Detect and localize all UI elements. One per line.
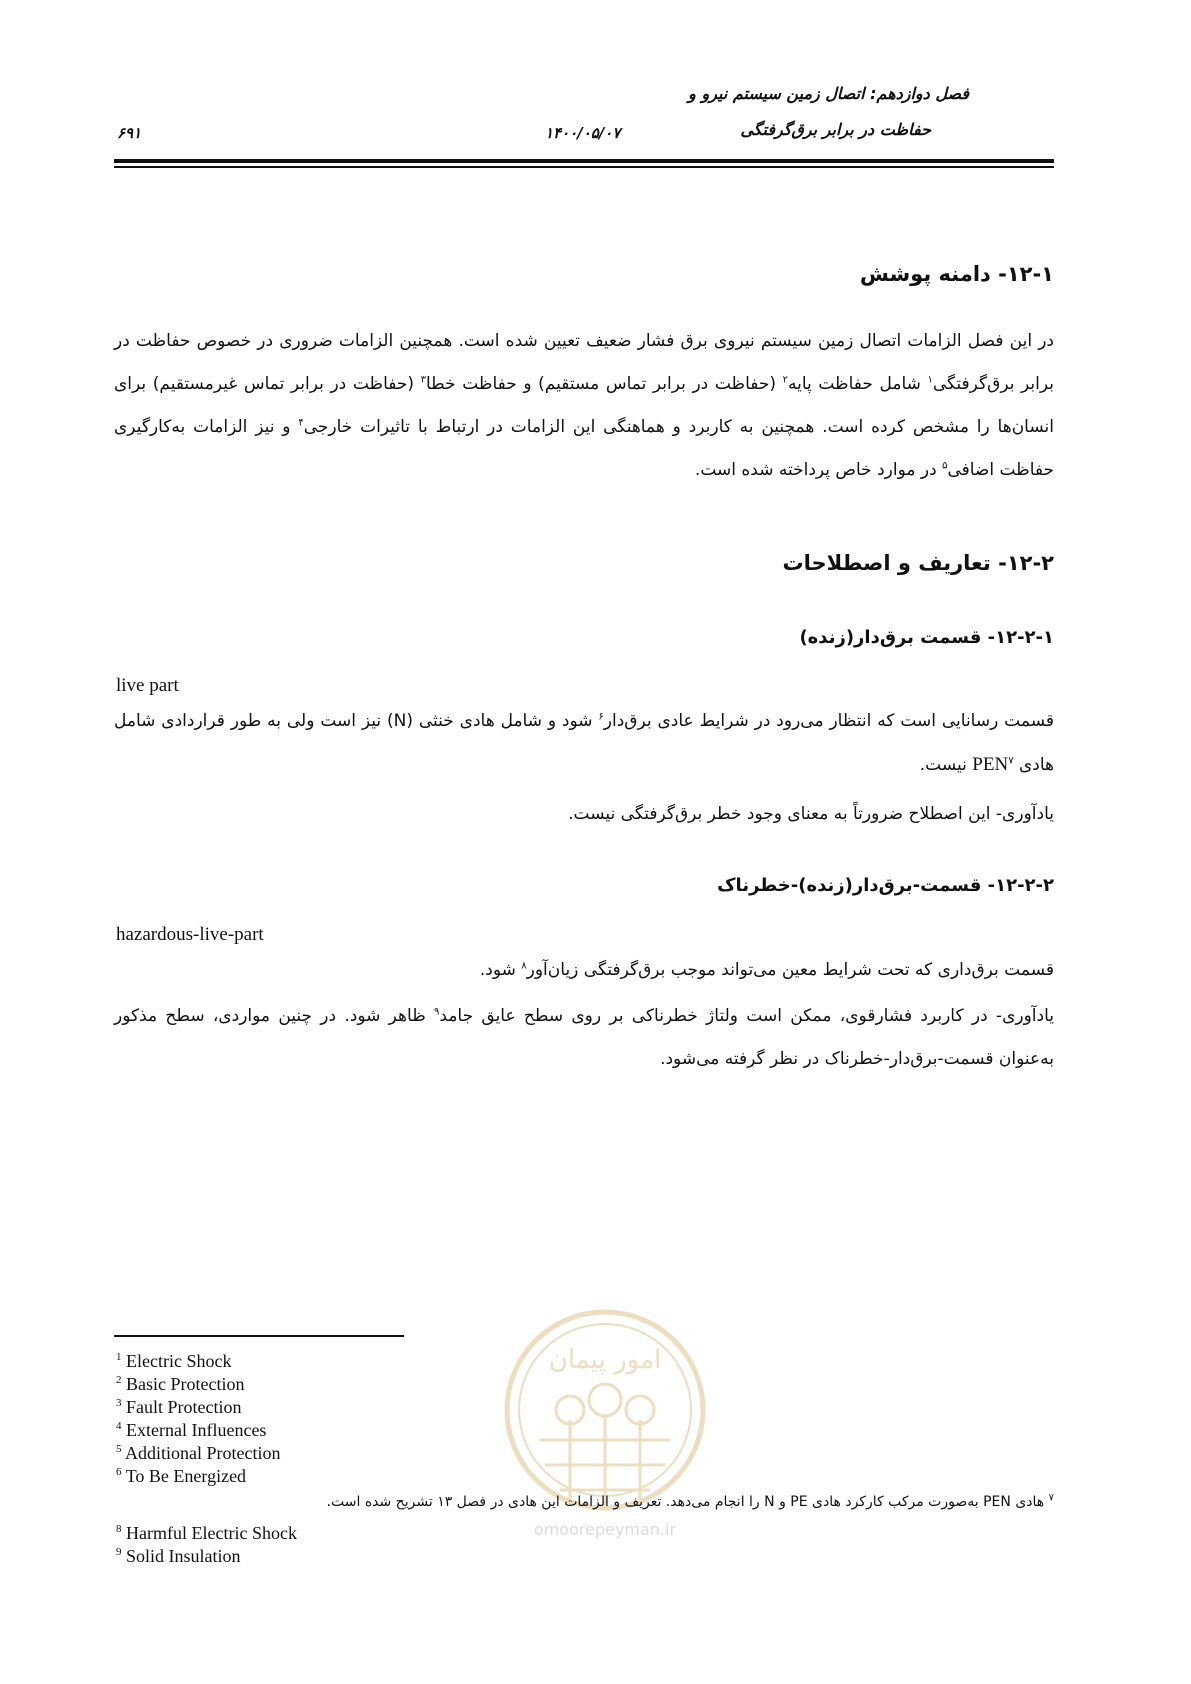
header-rule-thick (114, 159, 1054, 163)
footnote-separator (114, 1335, 404, 1337)
footnote-ref[interactable]: ۱ (927, 374, 933, 386)
footnote-item: $^2$ Basic Protection (116, 1374, 245, 1394)
subsection-title-hazardous-live-part: ۱۲-۲-۲- قسمت-برق‌دار(زنده)-خطرناک (717, 875, 1054, 896)
term-english-live-part: live part (116, 675, 179, 696)
footnote-ref[interactable]: ۳ (420, 374, 426, 386)
footnote-item: $^6$ To Be Energized (116, 1466, 247, 1486)
footnote-7-persian: $^۷$ هادی PEN به‌صورت مرکب کارکرد هادی PE و N را انجام می‌دهد. تعریف و الزامات این هادی در فصل ۱۳ تشریح شده است. (326, 1492, 1054, 1510)
footnote-ref[interactable]: ۹ (434, 1006, 440, 1018)
footnote-list-bottom (116, 1522, 297, 1568)
note-live-part: یادآوری- این اصطلاح ضرورتاً به معنای وجود خطر برق‌گرفتگی نیست. (568, 804, 1054, 824)
footnote-ref[interactable]: ۷ (1008, 755, 1014, 767)
footnote-ref[interactable]: ۵ (942, 460, 948, 472)
header-rule-thin (114, 166, 1054, 168)
footnote-item: $^3$ Fault Protection (116, 1397, 242, 1417)
footnote-item: $^4$ External Influences (116, 1420, 267, 1440)
footnote-item: $^5$ Additional Protection (116, 1443, 281, 1463)
term-english-hazardous-live-part: hazardous-live-part (116, 924, 264, 945)
header-date: ۱۴۰۰/۰۵/۰۷ (545, 124, 621, 142)
footnote-item: $^1$ Electric Shock (116, 1351, 232, 1371)
watermark-logo-text: امور پیمان (548, 1345, 662, 1375)
definition-live-part: قسمت رسانایی است که انتظار می‌رود در شرایط عادی برق‌دار$^۶$ شود و شامل هادی خنثی (N) نیز است ولی به طور قراردادی شامل هادی PEN$^۷$ نیست. (114, 711, 1054, 775)
footnote-ref[interactable]: ۴ (298, 417, 304, 429)
section-title-scope: ۱۲-۱- دامنه پوشش (859, 262, 1054, 286)
footnote-ref[interactable]: ۶ (598, 711, 604, 723)
subsection-title-live-part: ۱۲-۲-۱- قسمت برق‌دار(زنده) (799, 627, 1054, 648)
definition-hazardous-live-part: قسمت برق‌داری که تحت شرایط معین می‌تواند موجب برق‌گرفتگی زیان‌آور$^۸$ شود. (479, 960, 1054, 980)
watermark-url: omoorepeyman.ir (533, 1520, 677, 1539)
footnote-ref[interactable]: ۸ (521, 960, 527, 972)
section-body-scope: در این فصل الزامات اتصال زمین سیستم نیروی برق فشار ضعیف تعیین شده است. همچنین الزامات ضروری در خصوص حفاظت در برابر برق‌گرفتگی$^۱$ شامل حفاظت پایه$^۲$ (حفاظت در برابر تماس مستقیم) و حفاظت خطا$^۳$ (حفاظت در برابر تماس غیرمستقیم) برای انسان‌ها را مشخص کرده است. همچنین به کاربرد و هماهنگی این الزامات در ارتباط با تاثیرات خارجی$^۴$ و نیز الزامات به‌کارگیری حفاظت اضافی$^۵$ در موارد خاص پرداخته شده است. (114, 331, 1054, 480)
footnote-ref[interactable]: ۲ (782, 374, 788, 386)
footnote-list-top (116, 1350, 281, 1488)
header-chapter-title: فصل دوازدهم: اتصال زمین سیستم نیرو و (688, 84, 969, 103)
header-chapter-subtitle: حفاظت در برابر برق‌گرفتگی (740, 120, 931, 139)
section-title-definitions: ۱۲-۲- تعاریف و اصطلاحات (782, 551, 1054, 575)
footnote-item: $^8$ Harmful Electric Shock (116, 1523, 297, 1543)
footnote-item: $^9$ Solid Insulation (116, 1546, 241, 1566)
note-hazardous-live-part: یادآوری- در کاربرد فشارقوی، ممکن است ولتاژ خطرناکی بر روی سطح عایق جامد$^۹$ ظاهر شود. در چنین مواردی، سطح مذکور به‌عنوان قسمت-برق‌دار-خطرناک در نظر گرفته می‌شود. (114, 1006, 1054, 1069)
page-number: ۶۹۱ (117, 124, 142, 142)
